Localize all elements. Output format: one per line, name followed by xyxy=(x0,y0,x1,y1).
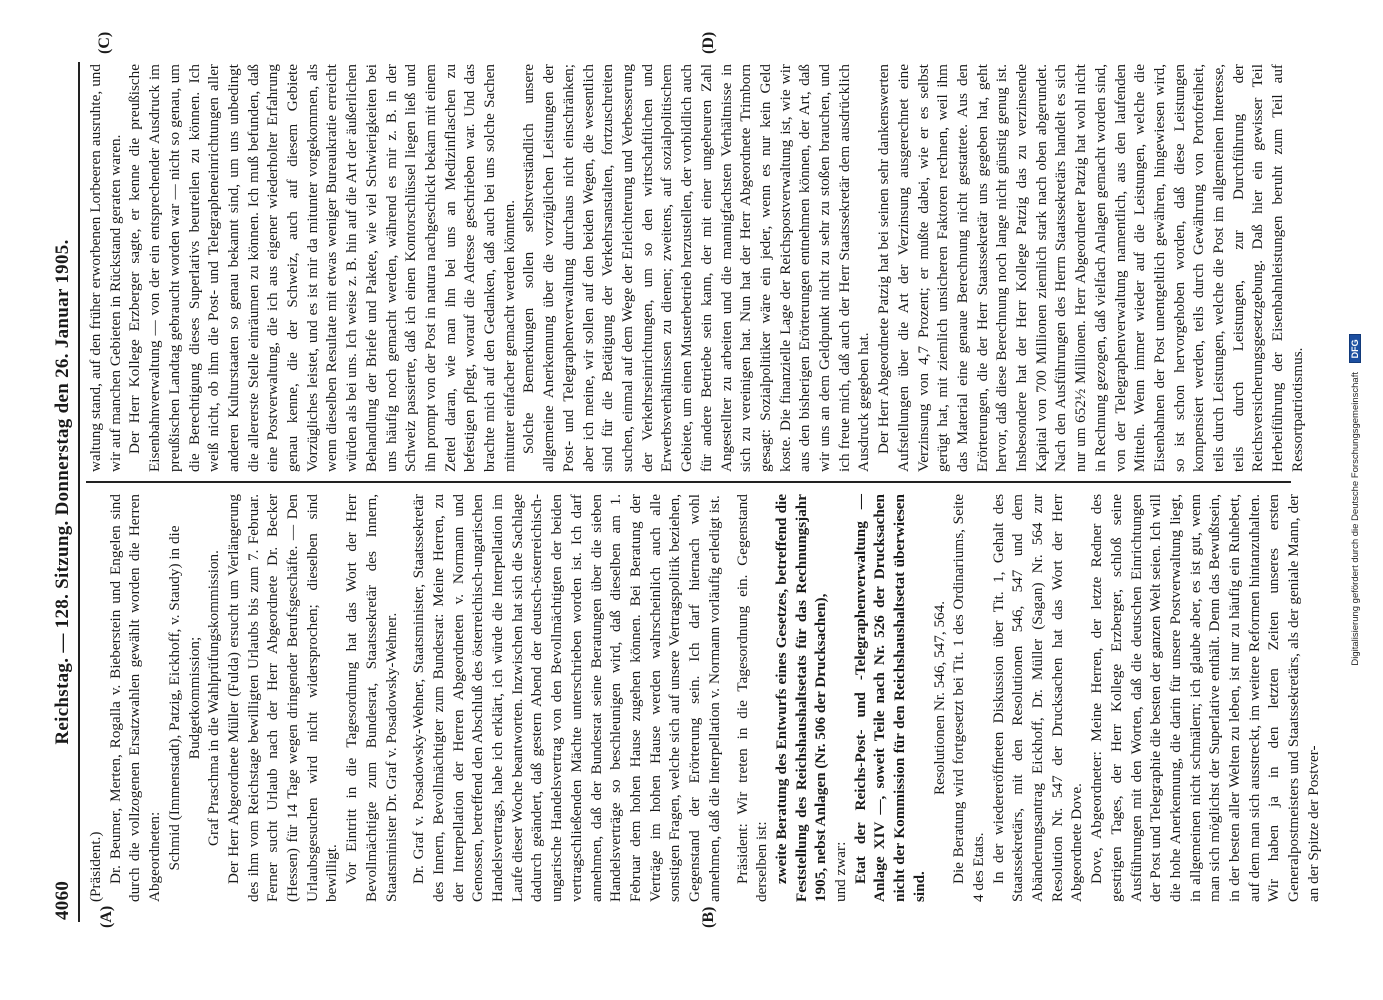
agenda-item: zweite Beratung des Entwurfs eines Gesetzes, betreffend die Feststellung des Reichshaushaltsetats für das Rechnungsjahr 1905, nebst Anlagen (Nr. 506 der Drucksachen), xyxy=(772,494,830,902)
paragraph: und zwar: xyxy=(832,841,850,902)
credit-text: Digitalisierung gefördert durch die Deutsche Forschungsgemeinschaft xyxy=(1350,372,1361,666)
paragraph: Dr. Graf v. Posadowsky-Wehner, Staatsminister, Staatssekretär des Innern, Bevollmächtigter zum Bundesrat: Meine Herren, zu der Interpellation der Herren Abgeordneten v. Normann und Genossen, betreffend den Abschluß des österreichisch-ungarischen Handelsvertrags, habe ich erklärt, ich würde die Interpellation im Laufe dieser Woche beantworten. Inzwischen hat sich die Sachlage dadurch geändert, daß gestern Abend der deutsch-österreichisch-ungarische Handelsvertrag von den Bevollmächtigten der beiden vertragschließenden Mächte unterschrieben worden ist. Ich darf annehmen, daß der Bundesrat seine Beratungen über die sieben Handelsverträge so beschleunigen wird, daß dieselben am 1. Februar dem hohen Hause zugehen können. Bei Beratung der Verträge im hohen Hause werden wahrscheinlich auch alle sonstigen Fragen, welche sich auf unsere Vertragspolitik beziehen, Gegenstand der Erörterung sein. Ich darf hiernach wohl annehmen, daß die Interpellation v. Normann vorläufig erledigt ist. xyxy=(410,494,723,902)
paragraph: Vor Eintritt in die Tagesordnung hat das Wort der Herr Bevollmächtigte zum Bundesrat, Staatssekretär des Innern, Staatsminister Dr. Graf v. Posadowsky-Wehner. xyxy=(343,494,400,902)
margin-mark-c: (C) xyxy=(96,31,113,54)
margin-mark-d: (D) xyxy=(700,31,717,54)
left-column xyxy=(86,494,1324,902)
margin-mark-a: (A) xyxy=(98,905,115,928)
digitization-credit xyxy=(1349,0,1373,1000)
page-header xyxy=(38,62,80,922)
paragraph: In der wiedereröffneten Diskussion über Tit. 1, Gehalt des Staatssekretärs, mit den Resolutionen 546, 547 und dem Abänderungsantrag Eickhoff, Dr. Müller (Sagan) Nr. 564 zur Resolution Nr. 547 der Drucksachen hat das Wort der Herr Abgeordnete Dove. xyxy=(989,494,1086,902)
paragraph: Graf Praschma in die Wahlprüfungskommission. xyxy=(205,550,223,846)
paragraph: Präsident: Wir treten in die Tagesordnung ein. Gegenstand derselben ist: xyxy=(733,494,771,902)
paragraph: Schmid (Immenstadt), Patzig, Eickhoff, v. Staudy) in die Budgetkommission; xyxy=(165,525,203,871)
agenda-item: Etat der Reichs-Post- und -Telegraphenverwaltung — Anlage XIV —, soweit Teile nach Nr. 526 der Drucksachen nicht der Kommission für den Reichshaushaltsetat überwiesen sind. xyxy=(851,494,928,902)
paragraph: (Präsident.) xyxy=(87,831,104,902)
page-number: 4060 xyxy=(52,880,73,920)
margin-mark-b: (B) xyxy=(700,906,717,928)
paragraph: Die Beratung wird fortgesetzt bei Tit. 1 des Ordinariums, Seite 4 des Etats. xyxy=(950,494,987,902)
right-column xyxy=(86,64,1308,472)
paragraph: Dr. Beumer, Merten, Rogalla v. Bieberstein und Engelen sind durch die vollzogenen Ersatzwahlen gewählt worden die Herren Abgeordneten: xyxy=(106,494,164,902)
paragraph: Solche Bemerkungen sollen selbstverständlich unsere allgemeine Anerkennung über die vorzüglichen Leistungen der Post- und Telegraphenverwaltung durchaus nicht einschränken; aber ich meine, wir sollen auf den beiden Wegen, die wesentlich sind für die Betätigung der Verkehrsanstalten, fortzuschreiten suchen, einmal auf dem Wege der Erleichterung und Verbesserung der Verkehrseinrichtungen, um so den wirtschaftlichen und Erwerbsverhältnissen zu dienen; zweitens, auf sozialpolitischem Gebiete, um einen Musterbetrieb herzustellen, der vorbildlich auch für andere Betriebe sein kann, der mit einer ungeheuren Zahl Angestellter zu arbeiten und die mannigfachsten Verhältnisse in sich zu vereinigen hat. Nun hat der Herr Abgeordnete Trimborn gesagt: Sozialpolitiker wäre ein jeder, wenn es nur kein Geld koste. Die finanzielle Lage der Reichspostverwaltung ist, wie wir aus den bisherigen Erörterungen entnehmen können, der Art, daß wir uns an dem Geldpunkt nicht zu sehr zu stoßen brauchen, und ich freue mich, daß auch der Herr Staatssekretär dem ausdrücklich Ausdruck gegeben hat. xyxy=(520,64,873,472)
running-title: Reichstag. — 128. Sitzung. Donnerstag den 26. Januar 1905. xyxy=(52,239,73,745)
dfg-logo: DFG xyxy=(1349,334,1361,363)
column-divider xyxy=(86,481,1291,483)
paragraph: Dove, Abgeordneter: Meine Herren, der letzte Redner des gestrigen Tages, der Herr Kollege Erzberger, schloß seine Ausführungen mit den Worten, daß die deutschen Einrichtungen der Post und Telegraphie die besten der ganzen Welt seien. Ich will die hohe Anerkennung, die darin für unsere Postverwaltung liegt, in allgemeinen nicht schmälern; ich glaube aber, es ist gut, wenn man sich möglichst der Superlative enthält. Denn das Bewußtsein, in der besten aller Welten zu leben, ist nur zu häufig ein Ruhebett, auf dem man sich ausstreckt, im weitere Reformen hintanzuhalten. Wir haben ja in den letzten Zeiten unseres ersten Generalpostmeisters und Staatssekretärs, als der geniale Mann, der an der Spitze der Postver- xyxy=(1088,494,1322,902)
paragraph: Der Herr Abgeordnete Müller (Fulda) ersucht um Verlängerung des ihm vom Reichstage bewilligten Urlaubs bis zum 7. Februar. Ferner sucht Urlaub nach der Herr Abgeordnete Dr. Becker (Hessen) für 14 Tage wegen dringender Berufsgeschäfte. — Den Urlaubsgesuchen wird nicht widersprochen; dieselben sind bewilligt. xyxy=(224,494,341,902)
paragraph: Resolutionen Nr. 546, 547, 564. xyxy=(930,600,948,796)
paragraph: Der Herr Abgeordnete Patzig hat bei seinen sehr dankenswerten Aufstellungen über die Art der Verzinsung ausgerechnet eine Verzinsung von 4,7 Prozent; er mußte dabei, wie er es selbst gerügt hat, mit ziemlich unsicheren Faktoren rechnen, weil ihm das Material eine genaue Berechnung nicht gestattete. Aus den Erörterungen, die der Herr Staatssekretär uns gegeben hat, geht hervor, daß diese Berechnung noch lange nicht günstig genug ist. Insbesondere hat der Herr Kollege Patzig das zu verzinsende Kapital von 700 Millionen ziemlich stark nach oben abgerundet. Nach den Ausführungen des Herrn Staatssekretärs handelt es sich nur um 652½ Millionen. Herr Abgeordneter Patzig hat wohl nicht in Rechnung gezogen, daß vielfach Anlagen gemacht worden sind, von der Telegraphenverwaltung namentlich, aus den laufenden Mitteln. Wenn immer wieder auf die Leistungen, welche die Eisenbahnen der Post unentgeltlich gewähren, hingewiesen wird, so ist schon hervorgehoben worden, daß diese Leistungen kompensiert werden, teils durch Gewährung von Portofreiheit, teils durch Leistungen, welche die Post im allgemeinen Interesse, teils durch Leistungen, zur Durchführung der Reichsversicherungsgesetzgebung. Daß hier ein gewisser Teil Herbeiführung der Eisenbahnleistungen beruht zum Teil auf Ressortpatriotismus. xyxy=(875,64,1306,472)
paragraph: waltung stand, auf den früher erworbenen Lorbeeren ausruhte, und wir auf manchen Gebieten in Rückstand geraten waren. xyxy=(87,64,124,472)
paragraph: Der Herr Kollege Erzberger sagte, er kenne die preußische Eisenbahnverwaltung — von der ein entsprechender Ausdruck im preußischen Landtag gebraucht worden war — nicht so genau, um die Berechtigung dieses Superlativs beurteilen zu können. Ich weiß nicht, ob ihm die Post- und Telegrapheneinrichtungen aller anderen Kulturstaaten so genau bekannt sind, um uns unbedingt die allererste Stelle einräumen zu können. Ich muß befunden, daß eine Postverwaltung, die ich aus eigener wiederholter Erfahrung genau kenne, die der Schweiz, auch auf diesem Gebiete Vorzügliches leistet, und es ist mir da mitunter vorgekommen, als wenn dieselben Resultate mit etwas weniger Bureaukratie erreicht würden als bei uns. Ich weise z. B. hin auf die Art der äußerlichen Behandlung der Briefe und Pakete, wie viel Schwierigkeiten bei uns häufig noch gemacht werden, während es mir z. B. in der Schweiz passierte, daß ich einen Kontorschlüssel liegen ließ und ihn prompt von der Post in natura nachgeschickt bekam mit einem Zettel daran, wie man ihn bei uns an Medizinflaschen zu befestigen pflegt, worauf die Adresse geschrieben war. Und das brachte mich auf den Gedanken, daß auch bei uns solche Sachen mitunter einfacher gemacht werden könnten. xyxy=(126,64,518,472)
